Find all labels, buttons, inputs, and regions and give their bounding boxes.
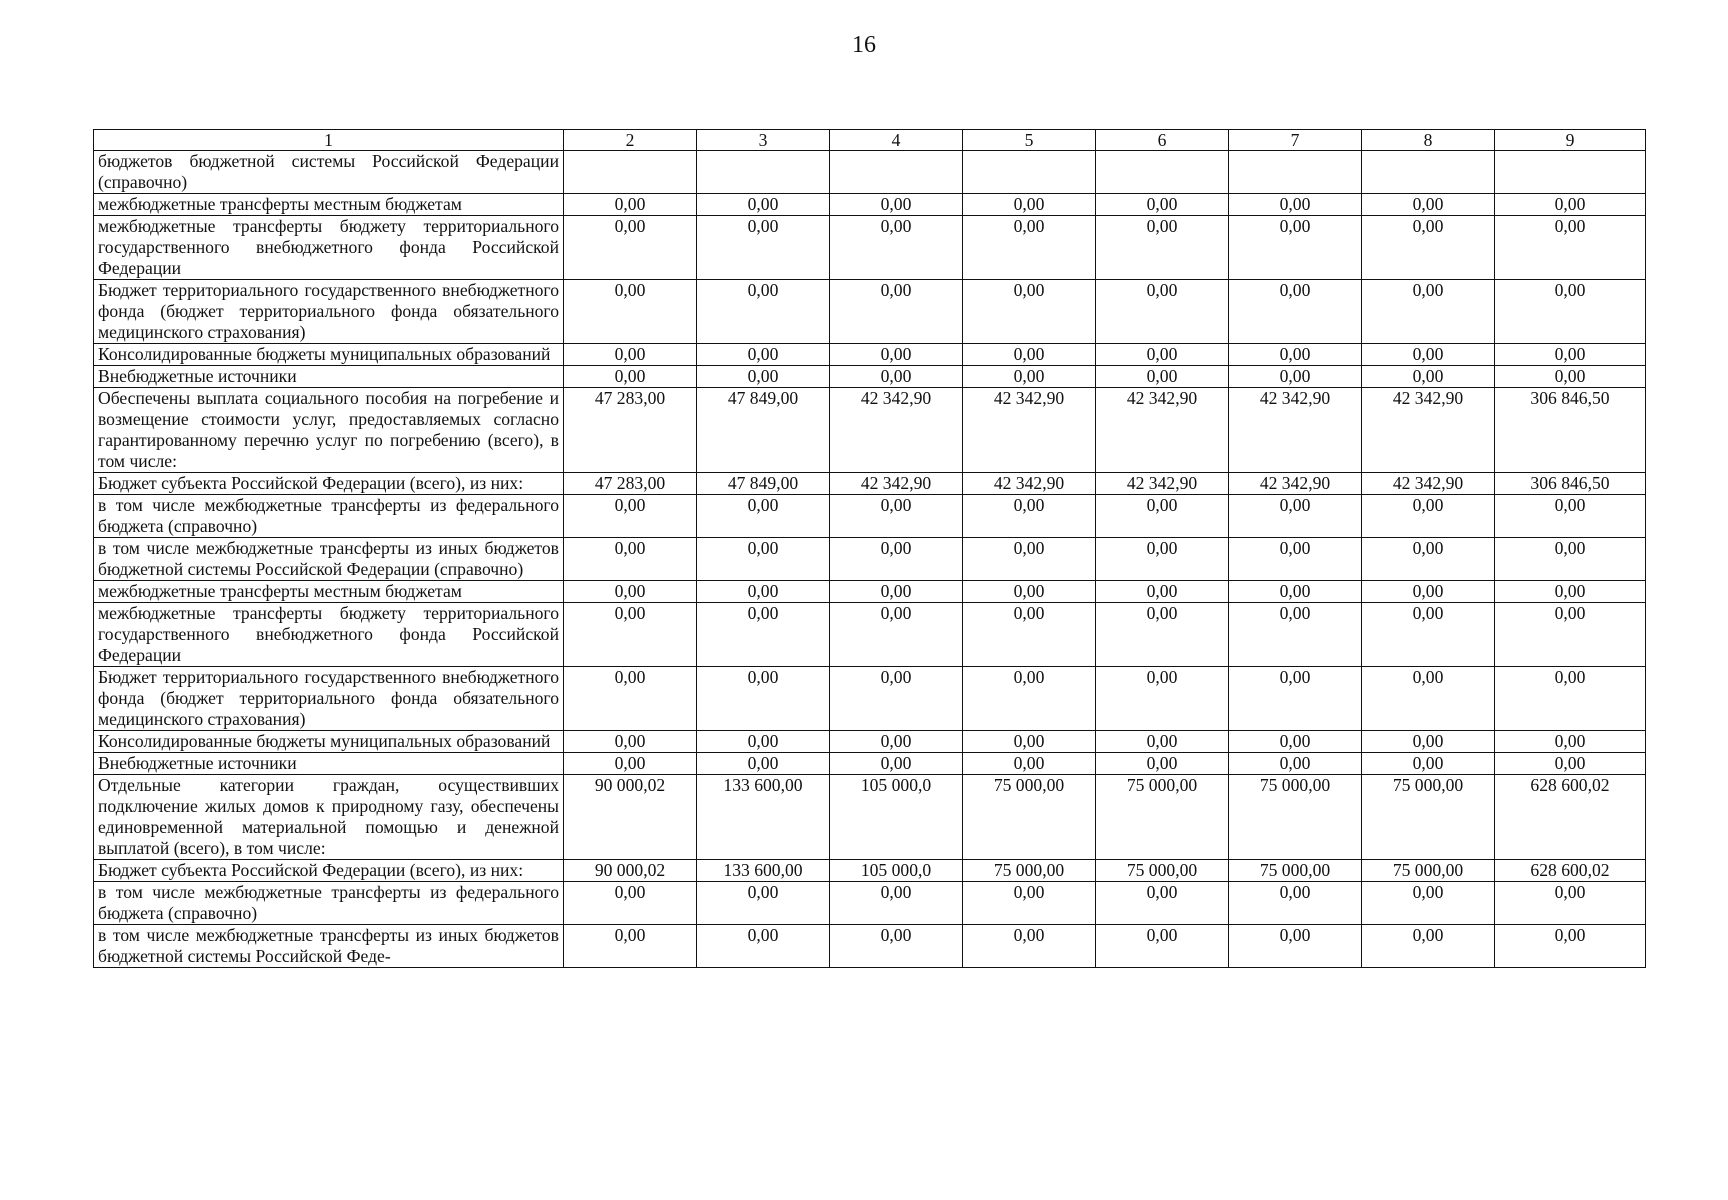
- value-cell: 0,00: [1495, 495, 1646, 538]
- value-cell: 0,00: [1229, 495, 1362, 538]
- column-header: 7: [1229, 130, 1362, 151]
- value-cell: 0,00: [1495, 366, 1646, 388]
- value-cell: 0,00: [564, 344, 697, 366]
- row-label: в том числе межбюджетные трансферты из федерального бюджета (справочно): [94, 882, 564, 925]
- value-cell: 0,00: [1229, 344, 1362, 366]
- value-cell: 0,00: [1495, 603, 1646, 667]
- column-header: 4: [830, 130, 963, 151]
- value-cell: 0,00: [697, 194, 830, 216]
- value-cell: 0,00: [963, 882, 1096, 925]
- value-cell: [1096, 151, 1229, 194]
- value-cell: 90 000,02: [564, 860, 697, 882]
- value-cell: 0,00: [830, 581, 963, 603]
- row-label: в том числе межбюджетные трансферты из федерального бюджета (справочно): [94, 495, 564, 538]
- value-cell: 0,00: [564, 216, 697, 280]
- table-row: [94, 581, 1646, 603]
- value-cell: 0,00: [1229, 603, 1362, 667]
- value-cell: 0,00: [963, 538, 1096, 581]
- value-cell: 0,00: [1229, 366, 1362, 388]
- value-cell: 0,00: [1362, 731, 1495, 753]
- value-cell: 0,00: [1495, 882, 1646, 925]
- value-cell: 0,00: [1362, 216, 1495, 280]
- value-cell: 75 000,00: [1229, 860, 1362, 882]
- value-cell: 0,00: [1362, 344, 1495, 366]
- table-row: [94, 495, 1646, 538]
- value-cell: 0,00: [1096, 925, 1229, 968]
- value-cell: 75 000,00: [963, 860, 1096, 882]
- row-label: межбюджетные трансферты бюджету территориального государственного внебюджетного фонда Российской Федерации: [94, 603, 564, 667]
- row-label: межбюджетные трансферты местным бюджетам: [94, 194, 564, 216]
- value-cell: 75 000,00: [963, 775, 1096, 860]
- value-cell: 0,00: [830, 344, 963, 366]
- value-cell: 0,00: [1096, 280, 1229, 344]
- value-cell: 47 849,00: [697, 473, 830, 495]
- value-cell: 0,00: [697, 538, 830, 581]
- value-cell: 47 283,00: [564, 473, 697, 495]
- value-cell: 133 600,00: [697, 860, 830, 882]
- value-cell: 0,00: [1229, 194, 1362, 216]
- table-row: [94, 473, 1646, 495]
- value-cell: 0,00: [1362, 603, 1495, 667]
- row-label: межбюджетные трансферты местным бюджетам: [94, 581, 564, 603]
- column-header: 1: [94, 130, 564, 151]
- table-row: [94, 775, 1646, 860]
- value-cell: 628 600,02: [1495, 860, 1646, 882]
- value-cell: 0,00: [1495, 753, 1646, 775]
- value-cell: 0,00: [1362, 667, 1495, 731]
- row-label: Бюджет территориального государственного внебюджетного фонда (бюджет территориального фонда обязательного медицинского страхования): [94, 280, 564, 344]
- value-cell: 0,00: [1096, 753, 1229, 775]
- value-cell: 0,00: [963, 667, 1096, 731]
- value-cell: [830, 151, 963, 194]
- value-cell: 0,00: [963, 753, 1096, 775]
- table-row: [94, 366, 1646, 388]
- value-cell: 0,00: [1362, 925, 1495, 968]
- value-cell: [963, 151, 1096, 194]
- value-cell: 0,00: [1229, 581, 1362, 603]
- table-row: [94, 194, 1646, 216]
- column-header: 3: [697, 130, 830, 151]
- value-cell: 0,00: [697, 882, 830, 925]
- value-cell: 0,00: [1096, 603, 1229, 667]
- table-row: [94, 151, 1646, 194]
- row-label: межбюджетные трансферты бюджету территориального государственного внебюджетного фонда Российской Федерации: [94, 216, 564, 280]
- column-header: 2: [564, 130, 697, 151]
- value-cell: 0,00: [1362, 581, 1495, 603]
- value-cell: 306 846,50: [1495, 388, 1646, 473]
- value-cell: 0,00: [830, 882, 963, 925]
- value-cell: 0,00: [830, 280, 963, 344]
- value-cell: 0,00: [1096, 366, 1229, 388]
- value-cell: 0,00: [697, 581, 830, 603]
- value-cell: 0,00: [697, 753, 830, 775]
- value-cell: 0,00: [830, 495, 963, 538]
- value-cell: 0,00: [1229, 280, 1362, 344]
- value-cell: 0,00: [1495, 581, 1646, 603]
- value-cell: 0,00: [963, 216, 1096, 280]
- value-cell: 0,00: [697, 366, 830, 388]
- value-cell: 0,00: [1362, 366, 1495, 388]
- row-label: в том числе межбюджетные трансферты из иных бюджетов бюджетной системы Российской Феде-: [94, 925, 564, 968]
- row-label: Отдельные категории граждан, осуществивших подключение жилых домов к природному газу, обеспечены единовременной материальной помощью и денежной выплатой (всего), в том числе:: [94, 775, 564, 860]
- table-row: [94, 925, 1646, 968]
- value-cell: 105 000,0: [830, 775, 963, 860]
- table-row: [94, 753, 1646, 775]
- value-cell: 75 000,00: [1096, 775, 1229, 860]
- page-number: 16: [852, 32, 876, 58]
- value-cell: 0,00: [1495, 667, 1646, 731]
- table-row: [94, 731, 1646, 753]
- value-cell: 42 342,90: [1096, 388, 1229, 473]
- table-row: [94, 603, 1646, 667]
- table-row: [94, 667, 1646, 731]
- value-cell: 47 849,00: [697, 388, 830, 473]
- value-cell: 0,00: [830, 753, 963, 775]
- table-row: [94, 280, 1646, 344]
- value-cell: 0,00: [830, 603, 963, 667]
- value-cell: 0,00: [1495, 216, 1646, 280]
- value-cell: 0,00: [1495, 925, 1646, 968]
- value-cell: 0,00: [1229, 753, 1362, 775]
- value-cell: 0,00: [697, 495, 830, 538]
- budget-table: [93, 129, 1646, 968]
- value-cell: 0,00: [1096, 731, 1229, 753]
- value-cell: 628 600,02: [1495, 775, 1646, 860]
- value-cell: 133 600,00: [697, 775, 830, 860]
- value-cell: 0,00: [1229, 538, 1362, 581]
- value-cell: 0,00: [830, 667, 963, 731]
- value-cell: 0,00: [697, 731, 830, 753]
- column-number-row: [94, 130, 1646, 151]
- value-cell: 0,00: [697, 667, 830, 731]
- value-cell: 42 342,90: [1096, 473, 1229, 495]
- column-header: 5: [963, 130, 1096, 151]
- value-cell: 0,00: [1096, 344, 1229, 366]
- value-cell: 0,00: [1495, 344, 1646, 366]
- row-label: Внебюджетные источники: [94, 753, 564, 775]
- value-cell: 75 000,00: [1229, 775, 1362, 860]
- value-cell: 0,00: [564, 495, 697, 538]
- value-cell: 0,00: [1229, 925, 1362, 968]
- value-cell: 42 342,90: [830, 388, 963, 473]
- value-cell: 306 846,50: [1495, 473, 1646, 495]
- value-cell: 0,00: [697, 344, 830, 366]
- value-cell: 90 000,02: [564, 775, 697, 860]
- value-cell: 0,00: [1096, 495, 1229, 538]
- value-cell: [1495, 151, 1646, 194]
- value-cell: 0,00: [564, 925, 697, 968]
- value-cell: 0,00: [697, 925, 830, 968]
- value-cell: 0,00: [1096, 194, 1229, 216]
- value-cell: [1229, 151, 1362, 194]
- value-cell: 0,00: [1362, 882, 1495, 925]
- value-cell: 0,00: [1229, 882, 1362, 925]
- value-cell: 75 000,00: [1362, 860, 1495, 882]
- value-cell: 0,00: [963, 280, 1096, 344]
- table-row: [94, 216, 1646, 280]
- value-cell: 47 283,00: [564, 388, 697, 473]
- value-cell: [564, 151, 697, 194]
- value-cell: 0,00: [1362, 280, 1495, 344]
- column-header: 9: [1495, 130, 1646, 151]
- value-cell: 0,00: [963, 603, 1096, 667]
- value-cell: 0,00: [963, 925, 1096, 968]
- value-cell: 0,00: [564, 753, 697, 775]
- value-cell: 0,00: [1495, 194, 1646, 216]
- value-cell: 0,00: [963, 581, 1096, 603]
- value-cell: 0,00: [1495, 538, 1646, 581]
- table-row: [94, 882, 1646, 925]
- value-cell: 0,00: [1362, 753, 1495, 775]
- value-cell: 0,00: [1096, 581, 1229, 603]
- row-label: Внебюджетные источники: [94, 366, 564, 388]
- value-cell: 0,00: [564, 603, 697, 667]
- value-cell: 0,00: [564, 581, 697, 603]
- value-cell: 0,00: [830, 925, 963, 968]
- value-cell: 0,00: [1229, 667, 1362, 731]
- value-cell: 0,00: [564, 194, 697, 216]
- value-cell: 0,00: [1362, 194, 1495, 216]
- row-label: Консолидированные бюджеты муниципальных образований: [94, 731, 564, 753]
- value-cell: 0,00: [830, 731, 963, 753]
- value-cell: 0,00: [1096, 216, 1229, 280]
- row-label: Обеспечены выплата социального пособия на погребение и возмещение стоимости услуг, предоставляемых согласно гарантированному перечню услуг по погребению (всего), в том числе:: [94, 388, 564, 473]
- value-cell: 0,00: [1096, 538, 1229, 581]
- value-cell: 75 000,00: [1096, 860, 1229, 882]
- value-cell: 0,00: [564, 538, 697, 581]
- value-cell: 0,00: [1229, 731, 1362, 753]
- table-row: [94, 538, 1646, 581]
- value-cell: [1362, 151, 1495, 194]
- row-label: бюджетов бюджетной системы Российской Федерации (справочно): [94, 151, 564, 194]
- value-cell: 0,00: [963, 366, 1096, 388]
- value-cell: 42 342,90: [963, 388, 1096, 473]
- value-cell: 0,00: [1362, 495, 1495, 538]
- value-cell: 0,00: [1495, 731, 1646, 753]
- column-header: 8: [1362, 130, 1495, 151]
- value-cell: 42 342,90: [830, 473, 963, 495]
- value-cell: 0,00: [963, 344, 1096, 366]
- value-cell: 0,00: [564, 366, 697, 388]
- value-cell: [697, 151, 830, 194]
- value-cell: 0,00: [830, 194, 963, 216]
- value-cell: 0,00: [1096, 882, 1229, 925]
- value-cell: 0,00: [830, 366, 963, 388]
- value-cell: 0,00: [830, 538, 963, 581]
- value-cell: 75 000,00: [1362, 775, 1495, 860]
- row-label: в том числе межбюджетные трансферты из иных бюджетов бюджетной системы Российской Федерации (справочно): [94, 538, 564, 581]
- value-cell: 0,00: [564, 667, 697, 731]
- value-cell: 0,00: [564, 280, 697, 344]
- value-cell: 0,00: [697, 603, 830, 667]
- value-cell: 0,00: [1096, 667, 1229, 731]
- value-cell: 42 342,90: [1229, 473, 1362, 495]
- row-label: Бюджет субъекта Российской Федерации (всего), из них:: [94, 473, 564, 495]
- value-cell: 42 342,90: [1362, 473, 1495, 495]
- value-cell: 0,00: [963, 731, 1096, 753]
- value-cell: 0,00: [564, 882, 697, 925]
- table-body: [94, 151, 1646, 968]
- value-cell: 0,00: [1495, 280, 1646, 344]
- column-header: 6: [1096, 130, 1229, 151]
- row-label: Бюджет субъекта Российской Федерации (всего), из них:: [94, 860, 564, 882]
- value-cell: 0,00: [1229, 216, 1362, 280]
- value-cell: 0,00: [697, 216, 830, 280]
- value-cell: 0,00: [963, 495, 1096, 538]
- value-cell: 0,00: [963, 194, 1096, 216]
- value-cell: 0,00: [564, 731, 697, 753]
- row-label: Бюджет территориального государственного внебюджетного фонда (бюджет территориального фонда обязательного медицинского страхования): [94, 667, 564, 731]
- table-row: [94, 860, 1646, 882]
- value-cell: 105 000,0: [830, 860, 963, 882]
- value-cell: 0,00: [697, 280, 830, 344]
- table-row: [94, 344, 1646, 366]
- table-row: [94, 388, 1646, 473]
- value-cell: 42 342,90: [1229, 388, 1362, 473]
- value-cell: 0,00: [1362, 538, 1495, 581]
- value-cell: 42 342,90: [1362, 388, 1495, 473]
- value-cell: 0,00: [830, 216, 963, 280]
- row-label: Консолидированные бюджеты муниципальных образований: [94, 344, 564, 366]
- value-cell: 42 342,90: [963, 473, 1096, 495]
